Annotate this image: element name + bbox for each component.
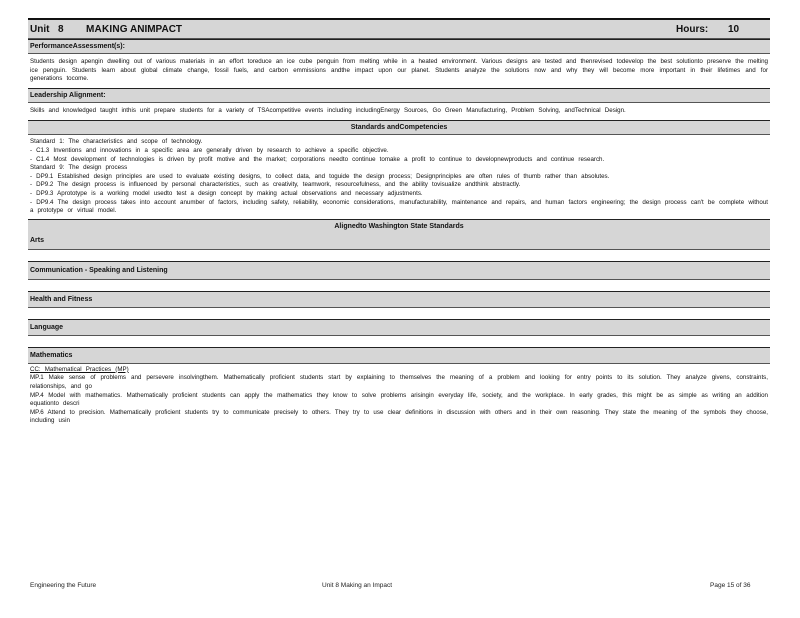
math-practice-line: MP.4 Model with mathematics. Mathematically proficient students can apply the mathematics they know to solve problems arisingin everyday life, society, and the workplace. In early grades, this might be as simple as writing an addition equationto descri [30,391,768,408]
language-heading: Language [28,319,770,336]
health-heading: Health and Fitness [28,291,770,308]
leadership-heading: Leadership Alignment: [28,88,770,103]
mathematics-heading: Mathematics [28,347,770,364]
footer-page-number: Page 15 of 36 [710,582,751,589]
arts-heading: Arts [30,236,45,244]
math-practice-line: MP.6 Attend to precision. Mathematically proficient students try to communicate precisely to others. They try to use clear definitions in discussion with others and in their own reasoning. They state the meaning of the symbols they choose, including usin [30,408,768,425]
page-footer [30,582,760,592]
communication-heading: Communication - Speaking and Listening [28,261,770,280]
math-practice-line: MP.1 Make sense of problems and persevere insolvingthem. Mathematically proficient students start by explaining to themselves the meaning of a problem and looking for entry points to its solution. They analyze givens, constraints, relationships, and go [30,374,768,390]
mathematics-list [28,364,770,427]
standards-line: Standard 9: The design process [30,164,128,172]
footer-center: Unit 8 Making an Impact [322,582,393,589]
leadership-text: Skills and knowledged taught inthis unit prepare students for a variety of TSAcompetitive events including includingEnergy Sources, Go Green Manufacturing, Problem Solving, andTechnical Design. [30,106,626,114]
hours-value: 10 [728,23,740,35]
unit-header-bar [28,18,770,39]
aligned-heading: Alignedto Washington State Standards [334,222,464,230]
standards-line: - DP9.2 The design process is influenced by personal characteristics, such as creativity, teamwork, resourcefulness, and the ability tovisualize andthink abstractly. [30,181,521,189]
standards-line: - DP9.4 The design process takes into account anumber of factors, including safety, reliability, economic considerations, manufacturability, maintenance and repairs, and human factors engineering; the design process can't be complete without a prototype or virtual model. [30,198,768,215]
standards-line: Standard 1: The characteristics and scope of technology. [30,138,203,146]
unit-title-part1: MAKING [86,23,128,35]
unit-label: Unit [30,23,50,35]
standards-line: - DP9.3 Aprototype is a working model usedto test a design concept by making actual observations and necessary adjustments. [30,189,423,197]
standards-line: - DP9.1 Established design principles are used to evaluate existing designs, to collect data, and toguide the design process; Designprinciples are often rules of thumb rather than absolutes. [30,172,610,180]
unit-title-part2: ANIMPACT [130,23,183,35]
math-practices-heading: CC: Mathematical Practices (MP) [30,365,129,373]
hours-label: Hours: [676,23,709,35]
performance-text: Students design apengin dwelling out of various materials in an effort toreduce an ice cube penguin from melting while in a heated environment. Various designs are tested and thenrevised todevelop the best solutionto preserve the melting ice penguin. Students learn about global climate change, fossil fuels, and carbon emmissions andthe impact upon our planet. Students analyze the solutions now and why they will become more important in their lifetimes and for generations tocome. [30,58,768,83]
performance-heading: PerformanceAssessment(s): [28,39,770,54]
document-page [28,18,770,427]
standards-line: - C1.3 Inventions and innovations in a specific area are generally driven by research to achieve a specific objective. [30,146,389,154]
footer-left: Engineering the Future [30,582,97,589]
standards-heading: Standards andCompetencies [28,120,770,135]
unit-number: 8 [58,23,64,35]
standards-line: - C1.4 Most development of technologies is driven by profit motive and the market; corporations needto continue tomake a profit to continue to developnewproducts and continue research. [30,155,605,163]
standards-list [28,135,770,216]
aligned-bar [28,219,770,250]
